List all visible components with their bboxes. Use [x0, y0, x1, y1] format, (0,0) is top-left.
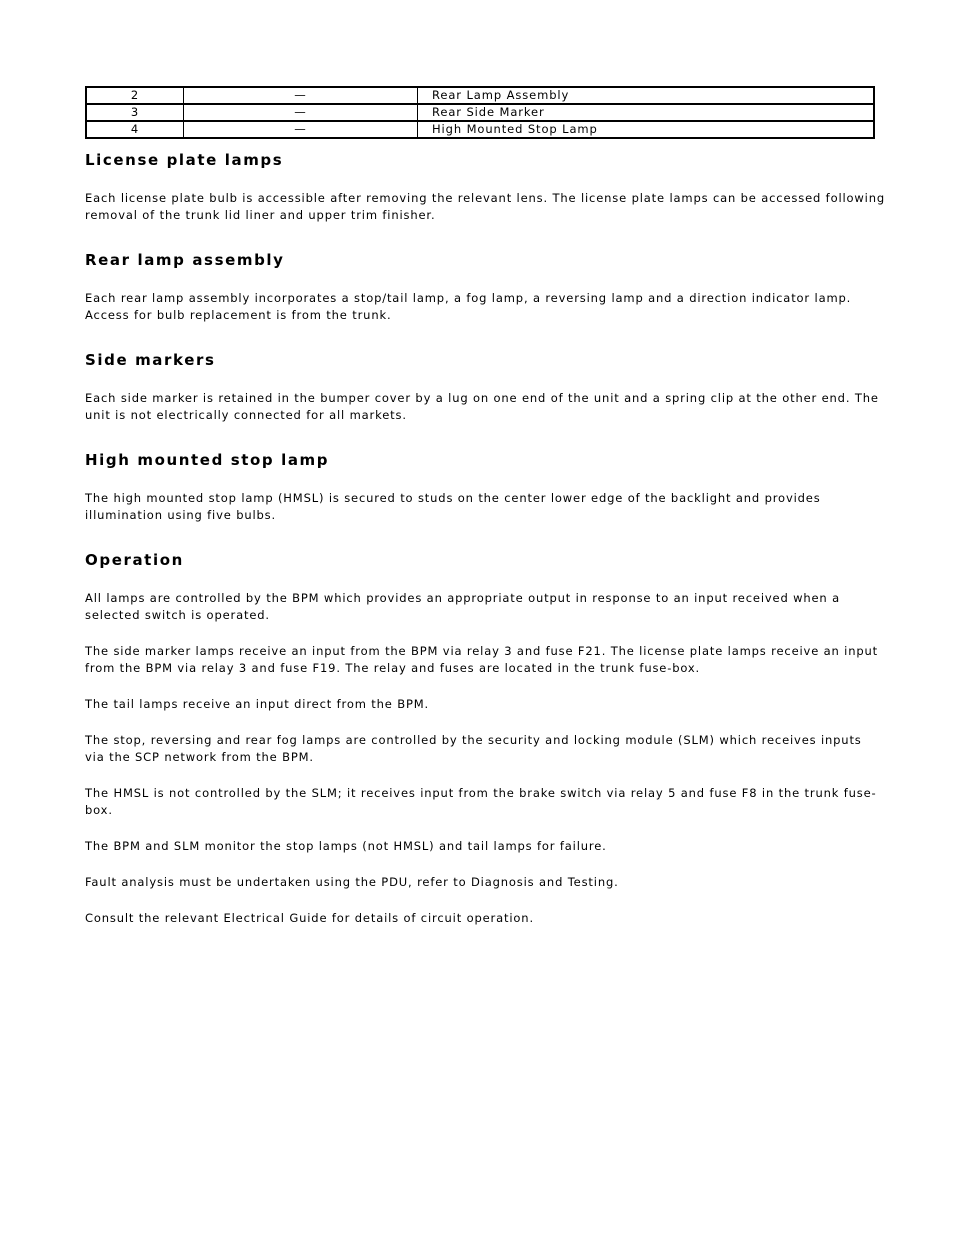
parts-table [85, 86, 875, 139]
part-quantity: — [184, 121, 418, 138]
table-row [86, 104, 874, 121]
part-quantity: — [184, 87, 418, 104]
part-description: High Mounted Stop Lamp [418, 121, 875, 138]
section-heading-operation: Operation [85, 551, 184, 569]
section-paragraph: The side marker lamps receive an input from the BPM via relay 3 and fuse F21. The license plate lamps receive an input from the BPM via relay 3 and fuse F19. The relay and fuses are located in the trunk fuse-box. [85, 644, 878, 675]
section-paragraph: Each side marker is retained in the bumper cover by a lug on one end of the unit and a spring clip at the other end. The unit is not electrically connected for all markets. [85, 391, 879, 422]
table-row [86, 121, 874, 138]
section-paragraph: All lamps are controlled by the BPM which provides an appropriate output in response to an input received when a selected switch is operated. [85, 591, 840, 622]
document-body [85, 150, 885, 927]
part-number: 4 [86, 121, 184, 138]
part-description: Rear Side Marker [418, 104, 875, 121]
section-paragraph: Each license plate bulb is accessible after removing the relevant lens. The license plate lamps can be accessed following removal of the trunk lid liner and upper trim finisher. [85, 191, 886, 222]
section-heading-side-markers: Side markers [85, 351, 216, 369]
section-paragraph: The stop, reversing and rear fog lamps are controlled by the security and locking module (SLM) which receives inputs via the SCP network from the BPM. [85, 733, 862, 764]
part-description: Rear Lamp Assembly [418, 87, 875, 104]
table-row [86, 87, 874, 104]
section-paragraph: Each rear lamp assembly incorporates a stop/tail lamp, a fog lamp, a reversing lamp and a direction indicator lamp. Access for bulb replacement is from the trunk. [85, 291, 852, 322]
section-heading-rear-lamp-assembly: Rear lamp assembly [85, 251, 285, 269]
section-paragraph: The HMSL is not controlled by the SLM; it receives input from the brake switch via relay 5 and fuse F8 in the trunk fuse-box. [85, 786, 877, 817]
section-paragraph: The BPM and SLM monitor the stop lamps (not HMSL) and tail lamps for failure. [85, 839, 607, 853]
section-paragraph: Fault analysis must be undertaken using the PDU, refer to Diagnosis and Testing. [85, 875, 619, 889]
section-paragraph: Consult the relevant Electrical Guide for details of circuit operation. [85, 911, 534, 925]
part-number: 2 [86, 87, 184, 104]
section-paragraph: The high mounted stop lamp (HMSL) is secured to studs on the center lower edge of the backlight and provides illumination using five bulbs. [85, 491, 821, 522]
section-paragraph: The tail lamps receive an input direct from the BPM. [85, 697, 430, 711]
part-number: 3 [86, 104, 184, 121]
section-heading-high-mounted-stop-lamp: High mounted stop lamp [85, 451, 330, 469]
part-quantity: — [184, 104, 418, 121]
section-heading-license-plate-lamps: License plate lamps [85, 151, 284, 169]
